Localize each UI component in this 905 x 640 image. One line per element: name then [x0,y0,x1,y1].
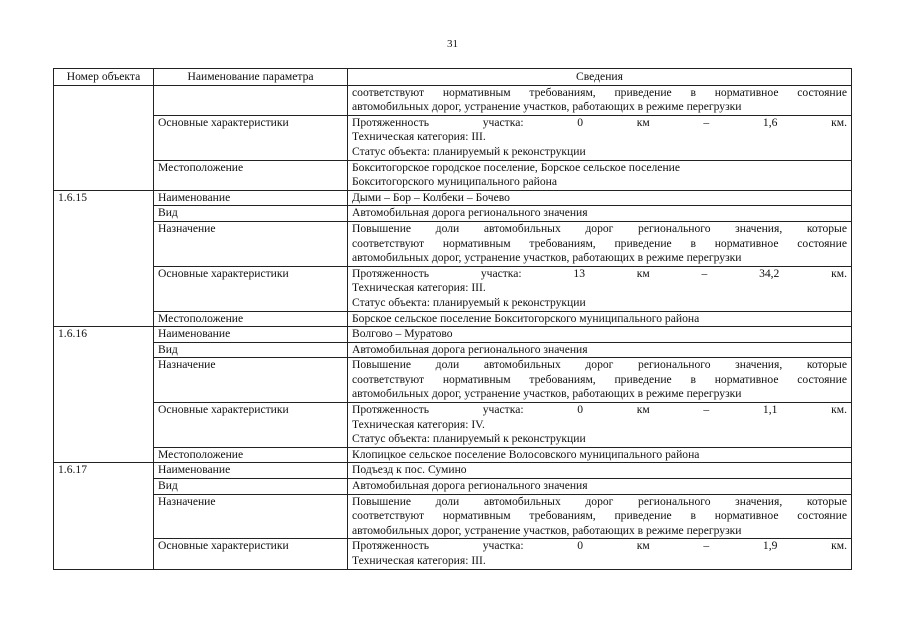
parameter-name: Наименование [154,190,348,206]
value-line: Волгово – Муратово [352,327,453,341]
table-row [54,311,852,327]
value-line: Бокситогорского муниципального района [352,175,558,189]
parameter-name: Вид [154,206,348,222]
parameter-value [348,266,852,311]
parameter-value [348,206,852,222]
object-number: 1.6.17 [54,463,154,569]
parameter-name: Наименование [154,463,348,479]
value-line: Статус объекта: планируемый к реконструкции [352,432,586,446]
road-objects-table [53,68,852,570]
table-row [54,221,852,266]
value-line: автомобильных дорог, устранение участков, работающих в режиме перегрузки [352,523,742,537]
parameter-name: Местоположение [154,160,348,190]
value-line: соответствуют нормативным требованиям, приведение в нормативное состояние [352,236,847,250]
page-number: 31 [447,38,458,50]
value-line: Протяженность участка: 0 км – 1,9 км. [352,539,847,553]
value-line: Повышение доли автомобильных дорог регионального значения, которые [352,494,847,508]
parameter-value [348,447,852,463]
value-line: Статус объекта: планируемый к реконструкции [352,295,586,309]
table-row [54,190,852,206]
value-line: Дыми – Бор – Колбеки – Бочево [352,190,510,204]
parameter-name: Основные характеристики [154,403,348,448]
value-line: Статус объекта: планируемый к реконструкции [352,144,586,158]
parameter-name: Назначение [154,221,348,266]
value-line: Техническая категория: IV. [352,417,485,431]
value-line: Техническая категория: III. [352,130,486,144]
table-row [54,115,852,160]
parameter-value [348,327,852,343]
value-line: автомобильных дорог, устранение участков, работающих в режиме перегрузки [352,387,742,401]
value-line: Протяженность участка: 0 км – 1,1 км. [352,403,847,417]
value-line: соответствуют нормативным требованиям, приведение в нормативное состояние [352,509,847,523]
parameter-value [348,311,852,327]
parameter-value [348,115,852,160]
value-line: Автомобильная дорога регионального значения [352,342,588,356]
table-row [54,327,852,343]
value-line: Техническая категория: III. [352,281,486,295]
header-details: Сведения [348,69,852,86]
table-row [54,479,852,495]
table-row [54,85,852,115]
value-line: Протяженность участка: 13 км – 34,2 км. [352,266,847,280]
value-line: Бокситогорское городское поселение, Борское сельское поселение [352,160,681,174]
value-line: Борское сельское поселение Бокситогорского муниципального района [352,311,700,325]
table-row [54,358,852,403]
table-row [54,206,852,222]
parameter-value [348,342,852,358]
parameter-name [154,85,348,115]
parameter-value [348,190,852,206]
value-line: соответствуют нормативным требованиям, приведение в нормативное состояние [352,372,847,386]
object-number: 1.6.15 [54,190,154,326]
table-row [54,539,852,569]
parameter-value [348,463,852,479]
value-line: Техническая категория: III. [352,554,486,567]
value-line: Протяженность участка: 0 км – 1,6 км. [352,115,847,129]
value-line: соответствуют нормативным требованиям, приведение в нормативное состояние [352,85,847,99]
header-object-number: Номер объекта [54,69,154,86]
parameter-name: Основные характеристики [154,539,348,569]
table-header-row [54,69,852,86]
parameter-name: Назначение [154,494,348,539]
parameter-value [348,539,852,569]
value-line: автомобильных дорог, устранение участков, работающих в режиме перегрузки [352,100,742,114]
value-line: Клопицкое сельское поселение Волосовского муниципального района [352,447,700,461]
table-row [54,447,852,463]
parameter-name: Основные характеристики [154,115,348,160]
table-body [54,85,852,569]
table-row [54,403,852,448]
object-number [54,85,154,190]
parameter-name: Вид [154,342,348,358]
object-number: 1.6.16 [54,327,154,463]
value-line: Автомобильная дорога регионального значения [352,479,588,493]
header-parameter-name: Наименование параметра [154,69,348,86]
table-row [54,494,852,539]
value-line: Автомобильная дорога регионального значения [352,206,588,220]
parameter-name: Основные характеристики [154,266,348,311]
value-line: Повышение доли автомобильных дорог регионального значения, которые [352,221,847,235]
parameter-value [348,479,852,495]
table-row [54,266,852,311]
value-line: Подъезд к пос. Сумино [352,463,467,477]
parameter-value [348,221,852,266]
value-line: автомобильных дорог, устранение участков, работающих в режиме перегрузки [352,251,742,265]
parameter-name: Назначение [154,358,348,403]
table-row [54,342,852,358]
parameter-value [348,403,852,448]
parameter-value [348,358,852,403]
parameter-value [348,160,852,190]
parameter-name: Наименование [154,327,348,343]
parameter-name: Местоположение [154,311,348,327]
parameter-name: Местоположение [154,447,348,463]
parameter-value [348,494,852,539]
parameter-value [348,85,852,115]
table-row [54,160,852,190]
value-line: Повышение доли автомобильных дорог регионального значения, которые [352,358,847,372]
table-row [54,463,852,479]
parameter-name: Вид [154,479,348,495]
